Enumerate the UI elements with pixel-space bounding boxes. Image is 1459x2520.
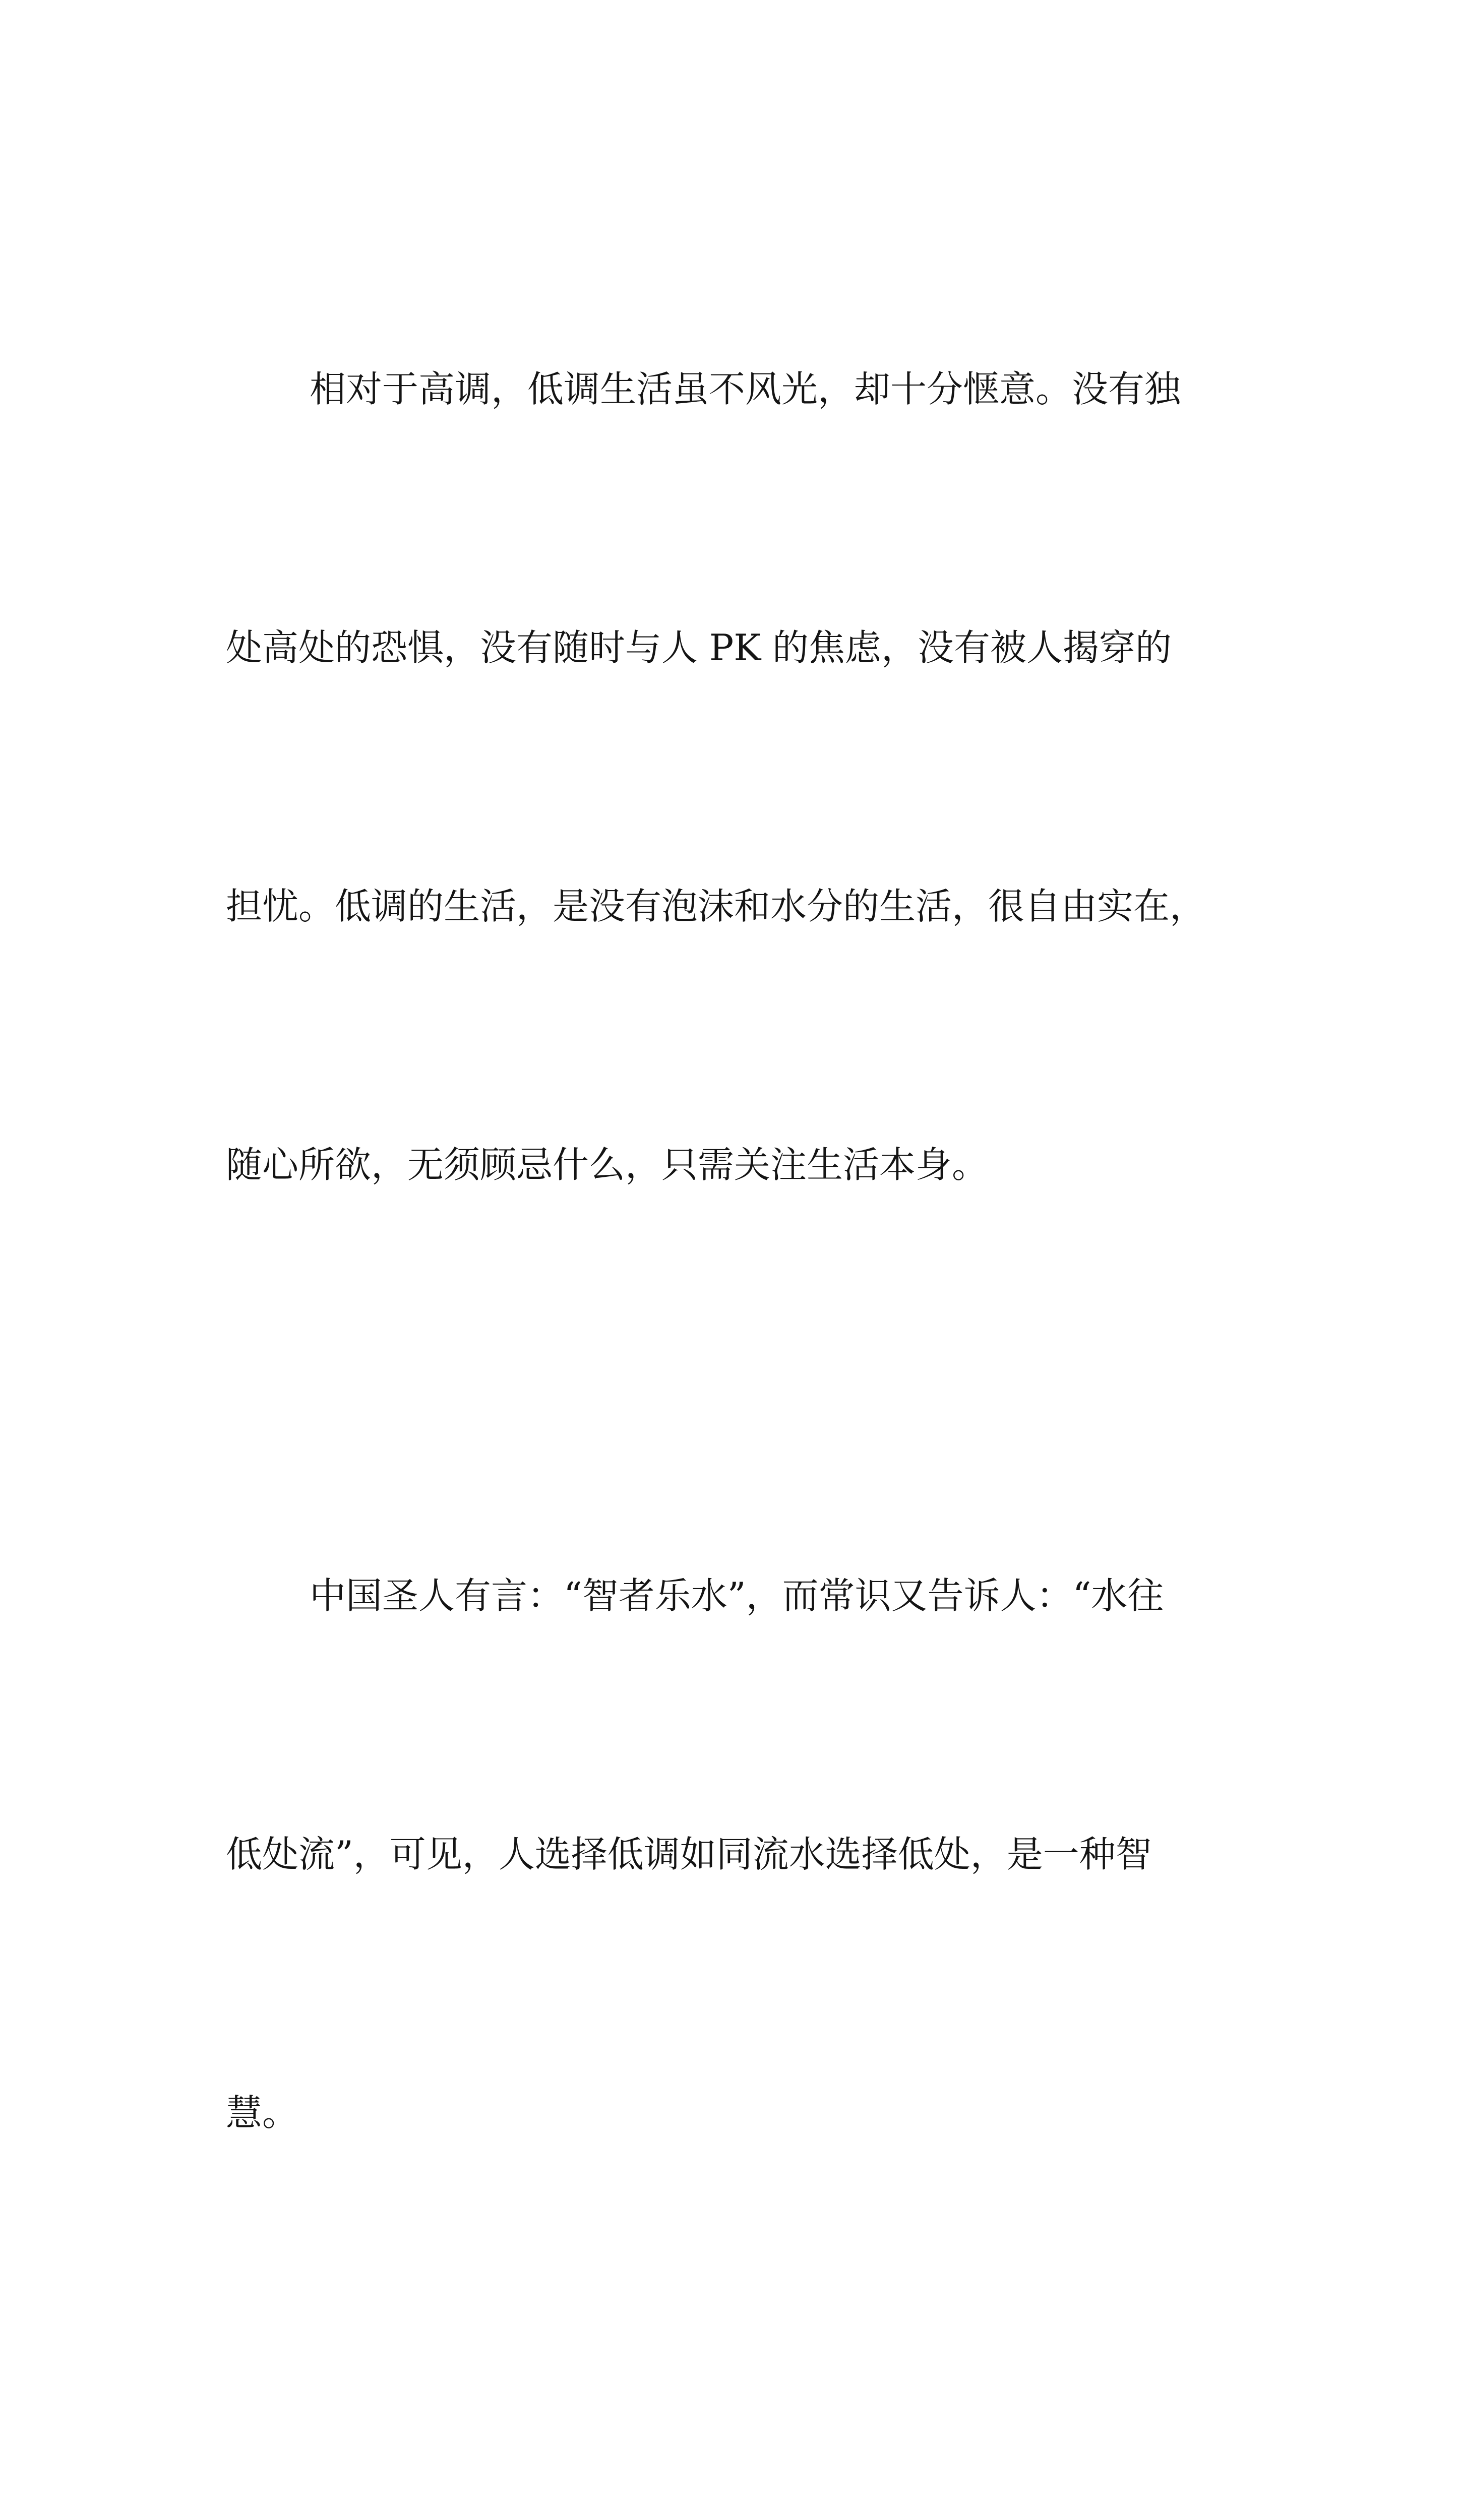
paragraph-2 (226, 1380, 1248, 2328)
document-body (226, 174, 1248, 2520)
text-line: 相对于高调，低调生活虽不风光，却十分惬意。没有独 (310, 368, 1181, 410)
text-line: 处高处的恐惧，没有随时与人 PK 的焦虑，没有被人揭穿的 (226, 626, 1172, 669)
paragraph-3 (226, 2328, 1248, 2520)
text-line (226, 2501, 1248, 2520)
text-line: 慧。 (226, 2092, 299, 2134)
paragraph-1 (226, 174, 1248, 1380)
text-line: 随心所欲，无须顾忌什么，只需关注生活本身。 (226, 1144, 989, 1186)
text-line: 低处流”，可见，人选择低调如同流水选择低处，是一种智 (226, 1833, 1152, 1875)
text-line: 中国圣人有言：“智者乐水”，而常识又告诉人：“水往 (310, 1574, 1164, 1617)
text-line: 担忧。低调的生活，是没有泡沫和水分的生活，很自由实在， (226, 885, 1206, 927)
